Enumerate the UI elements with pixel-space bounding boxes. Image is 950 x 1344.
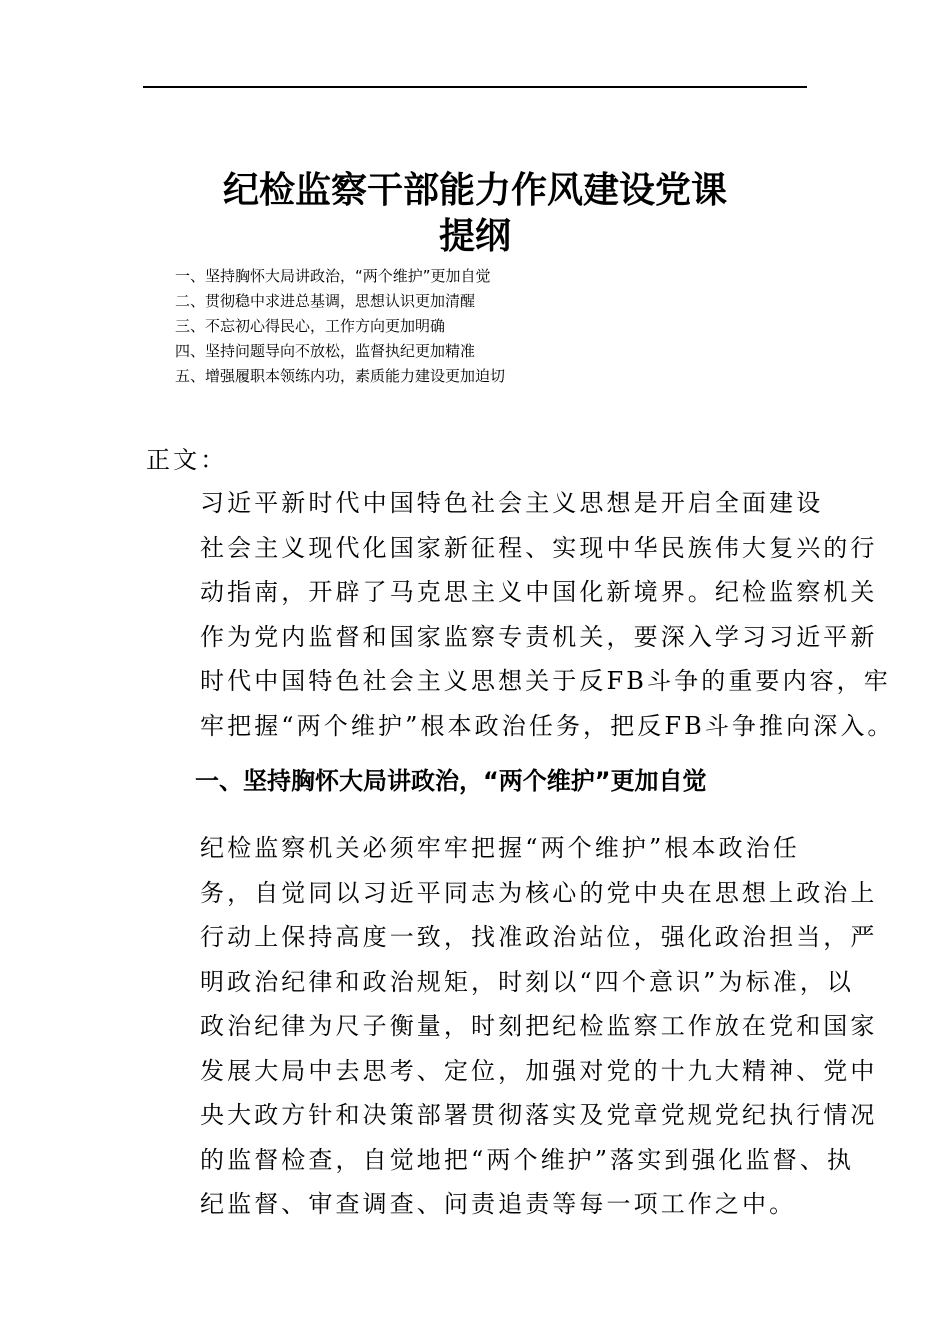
paragraph-line: 发展大局中去思考、定位，加强对党的十九大精神、党中 xyxy=(200,1056,878,1085)
body-label: 正文： xyxy=(146,446,228,474)
outline-item: 二、贯彻稳中求进总基调，思想认识更加清醒 xyxy=(175,292,476,310)
paragraph-line: 动指南，开辟了马克思主义中国化新境界。纪检监察机关 xyxy=(200,578,878,606)
paragraph-line: 政治纪律为尺子衡量，时刻把纪检监察工作放在党和国家 xyxy=(200,1012,878,1040)
section-heading-1: 一、坚持胸怀大局讲政治，“两个维护”更加自觉 xyxy=(195,767,707,795)
outline-item: 四、坚持问题导向不放松，监督执纪更加精准 xyxy=(175,342,476,360)
paragraph-line: 的监督检查，自觉地把“两个维护”落实到强化监督、执 xyxy=(200,1145,855,1174)
document-title-line-1: 纪检监察干部能力作风建设党课 xyxy=(222,170,727,211)
outline-item: 一、坚持胸怀大局讲政治，“两个维护”更加自觉 xyxy=(175,267,491,285)
outline-item: 五、增强履职本领练内功，素质能力建设更加迫切 xyxy=(175,367,506,385)
paragraph-line: 纪检监察机关必须牢牢把握“两个维护”根本政治任 xyxy=(200,834,800,862)
paragraph-line: 社会主义现代化国家新征程、实现中华民族伟大复兴的行 xyxy=(200,533,878,562)
header-rule xyxy=(143,86,807,88)
paragraph-line: 行动上保持高度一致，找准政治站位，强化政治担当，严 xyxy=(200,923,878,951)
paragraph-line: 习近平新时代中国特色社会主义思想是开启全面建设 xyxy=(200,489,824,517)
paragraph-line: 时代中国特色社会主义思想关于反FB斗争的重要内容，牢 xyxy=(200,667,891,695)
outline-item: 三、不忘初心得民心，工作方向更加明确 xyxy=(175,317,446,335)
paragraph-line: 央大政方针和决策部署贯彻落实及党章党规党纪执行情况 xyxy=(200,1101,878,1129)
document-title-line-2: 提纲 xyxy=(438,216,511,257)
paragraph-line: 纪监督、审查调查、问责追责等每一项工作之中。 xyxy=(200,1190,797,1218)
paragraph-line: 务，自觉同以习近平同志为核心的党中央在思想上政治上 xyxy=(200,878,878,907)
paragraph-line: 明政治纪律和政治规矩，时刻以“四个意识”为标准，以 xyxy=(200,967,855,996)
paragraph-line: 作为党内监督和国家监察专责机关，要深入学习习近平新 xyxy=(200,622,878,651)
paragraph-line: 牢把握“两个维护”根本政治任务，把反FB斗争推向深入。 xyxy=(200,711,895,740)
intro-paragraph xyxy=(146,481,895,748)
outline-list xyxy=(175,264,505,389)
section-1-paragraph xyxy=(146,826,878,1227)
